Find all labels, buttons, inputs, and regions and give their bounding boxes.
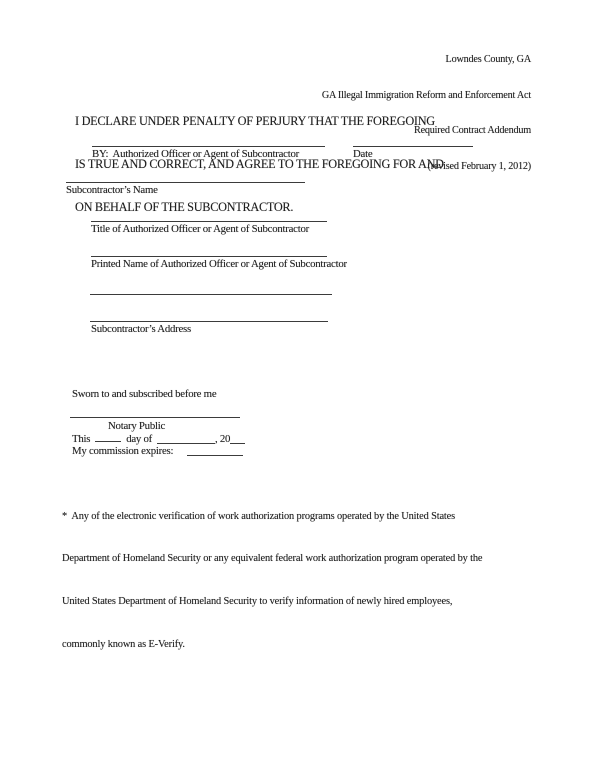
month-blank [157, 433, 215, 444]
commission-date-blank [187, 445, 243, 456]
commission-expires-label: My commission expires: [72, 445, 174, 457]
declaration-line-3: ON BEHALF OF THE SUBCONTRACTOR. [75, 200, 294, 215]
footnote-line-1: * Any of the electronic verification of work authorization programs operated by the United States [62, 510, 456, 522]
notary-public-label: Notary Public [108, 420, 166, 432]
subcontractor-address-label: Subcontractor’s Address [91, 323, 191, 335]
sworn-day-prefix: This [72, 432, 91, 445]
title-line [91, 221, 327, 222]
commission-expiry-row [72, 444, 243, 459]
everify-footnote [62, 481, 482, 681]
header-addendum-line: Required Contract Addendum [413, 125, 531, 137]
by-signature-label: BY: Authorized Officer or Agent of Subcontractor [92, 148, 299, 160]
footnote-line-3: United States Department of Homeland Security to verify information of newly hired employees, [62, 596, 453, 608]
title-label: Title of Authorized Officer or Agent of Subcontractor [91, 223, 309, 235]
printed-name-label: Printed Name of Authorized Officer or Agent of Subcontractor [91, 258, 347, 270]
footnote-line-4: commonly known as E-Verify. [62, 639, 185, 651]
year-blank [230, 433, 245, 444]
by-signature-line [92, 146, 325, 147]
date-label: Date [353, 148, 373, 160]
sworn-year-prefix: , 20 [215, 432, 231, 445]
address-line-2 [90, 321, 328, 322]
header-county-line: Lowndes County, GA [445, 53, 531, 65]
address-line-1 [90, 294, 332, 295]
subcontractor-name-label: Subcontractor’s Name [66, 184, 158, 196]
footnote-line-2: Department of Homeland Security or any equivalent federal work authorization program operated by the [62, 553, 483, 565]
date-line [353, 146, 473, 147]
perjury-declaration [75, 85, 444, 243]
sworn-day-mid: day of [126, 432, 152, 445]
sworn-statement-line: Sworn to and subscribed before me [72, 387, 217, 400]
printed-name-line [91, 256, 327, 257]
subcontractor-name-line [66, 182, 305, 183]
declaration-line-1: I DECLARE UNDER PENALTY OF PERJURY THAT THE FOREGOING [75, 113, 435, 128]
declaration-line-2: IS TRUE AND CORRECT, AND AGREE TO THE FOREGOING FOR AND [75, 157, 444, 172]
notary-signature-line [70, 417, 240, 418]
header-revision-line: (revised February 1, 2012) [427, 160, 531, 172]
header-act-line: GA Illegal Immigration Reform and Enforcement Act [321, 89, 531, 101]
